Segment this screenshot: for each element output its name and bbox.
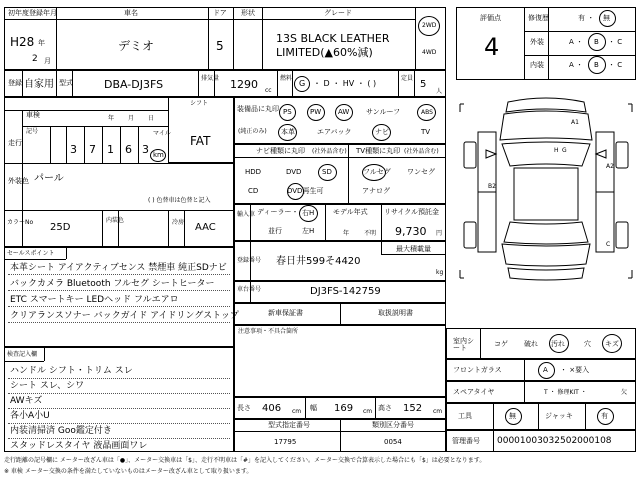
inspector-line-2: シート スレ、シワ	[10, 381, 85, 391]
sales-point-label: セールスポイント	[7, 250, 55, 257]
exterior-grade-selected: B	[594, 38, 599, 46]
seat-opt-burn: コゲ	[494, 340, 508, 348]
width-label: 幅	[310, 404, 317, 412]
drive-2wd: 2WD	[422, 22, 437, 29]
grade-line-2: LIMITED(▲60%減)	[276, 46, 373, 59]
capacity-label: 定員	[401, 75, 414, 82]
seat-opt-hole: 穴	[584, 340, 591, 348]
nav-type-label: ナビ種類に丸印	[256, 147, 305, 155]
model-year-label: モデル年式	[333, 208, 368, 216]
type-label: 型式	[59, 79, 73, 87]
notes-box	[234, 325, 446, 397]
nav-cd: CD	[248, 187, 259, 195]
damage-mark-g: G	[562, 147, 567, 154]
mileage-unit-mile: マイル	[153, 130, 171, 137]
max-load-label: 最大積載量	[396, 245, 431, 253]
spare-tire-none: 欠	[621, 389, 628, 396]
mileage-digit-1: 3	[70, 143, 77, 156]
car-name-label: 車名	[124, 9, 138, 17]
drive-4wd: 4WD	[422, 49, 437, 56]
color-no-label: カラーNo	[7, 219, 34, 226]
width-value: 169	[334, 403, 354, 414]
shift-value: FAT	[190, 134, 211, 148]
recycle-value: 9,730	[395, 225, 427, 238]
ac-label: 冷房	[172, 219, 185, 226]
fuel-selected: G	[299, 79, 306, 88]
ac-value: AAC	[195, 222, 216, 233]
inspector-line-3: AWキズ	[10, 396, 43, 406]
inspector-line-6: スタッドレスタイヤ 液晶画面ワレ	[10, 441, 148, 451]
equip-sunroof: サンルーフ	[366, 108, 401, 116]
seat-opt-scratch: キズ	[605, 340, 619, 348]
nav-dvd-playback: DVD再生可	[287, 187, 324, 195]
repair-options: 有 ・	[578, 14, 595, 22]
equip-airbag: エアバック	[317, 128, 352, 136]
damage-mark-a2: A2	[606, 163, 614, 170]
repair-label: 修復歴	[528, 14, 549, 22]
equip-abs: ABS	[421, 109, 433, 116]
tv-oneseg: ワンセグ	[407, 168, 435, 176]
interior-grade-selected: B	[594, 61, 599, 69]
run-label: 走行	[8, 139, 22, 147]
equipment-label: 装備品に丸印	[237, 105, 279, 113]
front-glass-label: フロントガラス	[453, 366, 502, 374]
inspector-line-5: 内装清掃済 Goo鑑定付き	[10, 426, 112, 436]
nav-dvd: DVD	[286, 168, 302, 176]
fuel-options: ・ D ・ HV ・ ( )	[313, 79, 377, 88]
tv-type-label: TV種類に丸印	[356, 147, 401, 155]
warranty-label: 新車保証書	[268, 309, 303, 317]
fuel-label: 燃料	[280, 75, 293, 82]
manual-label: 取扱説明書	[378, 309, 413, 317]
height-label: 高さ	[378, 404, 392, 412]
ext-color-note: ( ) 色替車は色替と記入	[148, 197, 211, 204]
equip-pw: PW	[310, 108, 322, 116]
footer-note-2: ※ 車検 メーター交換の条件を満たしていないものはメーター改ざん車として取り扱います。	[4, 468, 253, 475]
displacement-label: 排気量	[201, 75, 220, 82]
spare-tire-options: T ・ 修理KIT ・	[544, 389, 587, 396]
category-label: 登録	[8, 79, 22, 87]
length-value: 406	[262, 403, 282, 414]
notes-label: 注意事項・不具合箇所	[238, 328, 299, 335]
footer-note-1: 走行距離の記号欄に メーター改ざん車は「●」、メーター交換車は「$」、走行不明車は「#」を記入してください。メーター交換で合算表示した場合にも「$」は必要となります。	[4, 457, 486, 464]
mileage-digit-3: 1	[107, 143, 114, 156]
nav-sd: SD	[322, 168, 332, 176]
sales-point-line-4: クリアランスソナー バックガイド アイドリングストップ	[10, 311, 239, 321]
first-reg-month: 2	[32, 54, 38, 64]
eval-score: 4	[484, 33, 500, 61]
height-value: 152	[403, 403, 423, 414]
kisai-label: 記号	[26, 128, 39, 135]
designation-value: 17795	[274, 438, 297, 446]
first-reg-label: 初年度登録年月	[8, 9, 57, 17]
model-code: DBA-DJ3FS	[104, 78, 164, 91]
doors-label: ドア	[213, 9, 227, 17]
repair-selected: 無	[603, 14, 610, 22]
grade-line-1: 13S BLACK LEATHER	[276, 32, 390, 45]
front-glass-options: ・ ×要入	[560, 366, 590, 374]
mgmt-number: 00001003032502000108	[497, 436, 612, 446]
doors-value: 5	[216, 39, 224, 53]
shift-label: シフト	[190, 100, 209, 107]
import-label: 輸入車	[237, 211, 256, 218]
front-glass-selected: A	[543, 366, 548, 374]
ext-color-value: パール	[34, 173, 64, 184]
first-reg-year: H28	[10, 35, 35, 49]
sales-point-line-1: 本革シート アイアクティブセンス 禁煙車 純正SDナビ	[10, 263, 227, 273]
import-parallel: 並行	[268, 227, 282, 235]
length-label: 長さ	[237, 404, 251, 412]
seat-opt-tear: 破れ	[524, 340, 538, 348]
grade-label: グレード	[324, 9, 352, 17]
jack-selected: 有	[601, 412, 608, 420]
import-handle-right: 右H	[302, 209, 315, 217]
plate-number: 春日井599そ4420	[276, 256, 361, 267]
tools-selected: 無	[509, 412, 516, 420]
interior-grade-label: 内装	[530, 61, 544, 69]
plate-label: 登録番号	[237, 257, 262, 264]
equip-tv: TV	[421, 128, 431, 136]
class-label: 類別区分番号	[372, 421, 414, 429]
exterior-grade-label: 外装	[530, 38, 544, 46]
nav-hdd: HDD	[245, 168, 262, 176]
spare-tire-label: スペアタイヤ	[453, 388, 495, 396]
equip-ps: PS	[283, 108, 292, 116]
inspector-line-4: 各小A小U	[10, 411, 50, 421]
class-value: 0054	[384, 438, 402, 446]
inspection-label: 車検	[26, 111, 40, 119]
mgmt-label: 管理番号	[452, 437, 480, 445]
eval-label: 評価点	[480, 14, 501, 22]
car-name: デミオ	[118, 39, 155, 53]
tools-label: 工具	[458, 412, 472, 420]
damage-mark-a1: A1	[571, 119, 579, 126]
interior-color-label: 内装色	[106, 217, 125, 224]
shape-label: 形状	[241, 9, 255, 17]
sales-point-line-3: ETC スマートキー LEDヘッド フルエアロ	[10, 295, 179, 305]
jack-label: ジャッキ	[545, 412, 573, 420]
mileage-digit-2: 7	[89, 143, 96, 156]
car-diagram	[456, 92, 636, 324]
mileage-digit-4: 6	[125, 143, 132, 156]
damage-mark-h: H	[554, 147, 559, 154]
tv-analog: アナログ	[362, 187, 390, 195]
equip-leather: 本革	[281, 128, 295, 136]
inspector-label: 検査記入欄	[7, 351, 38, 358]
damage-mark-b2: B2	[488, 183, 496, 190]
designation-label: 型式指定番号	[268, 421, 310, 429]
displacement-value: 1290	[230, 78, 258, 91]
seat-opt-stain: 汚れ	[551, 340, 565, 348]
import-dealer: ディーラー・	[257, 208, 299, 216]
chassis-label: 車台番号	[237, 286, 262, 293]
damage-mark-c: C	[606, 241, 611, 248]
mileage-digit-5: 3	[142, 143, 149, 156]
recycle-label: リサイクル預託金	[384, 208, 440, 216]
equip-aw: AW	[338, 108, 350, 116]
sales-point-line-2: バックカメラ Bluetooth フルセグ シートヒーター	[10, 279, 215, 289]
chassis-number: DJ3FS-142759	[310, 286, 381, 297]
use-type: 自家用	[24, 79, 54, 90]
ext-color-label: 外装色	[8, 177, 29, 185]
import-handle-left: 左H	[302, 227, 315, 235]
tv-fullseg: フルセグ	[363, 168, 391, 176]
car-outline-icon	[456, 92, 636, 324]
equip-navi: ナビ	[375, 128, 389, 136]
interior-seat-label: 室内シート	[453, 337, 474, 352]
inspector-line-1: ハンドル シフト・トリム スレ	[10, 366, 133, 376]
capacity-value: 5	[420, 79, 427, 90]
mileage-unit: km	[153, 151, 164, 159]
color-no-value: 25D	[50, 222, 71, 233]
